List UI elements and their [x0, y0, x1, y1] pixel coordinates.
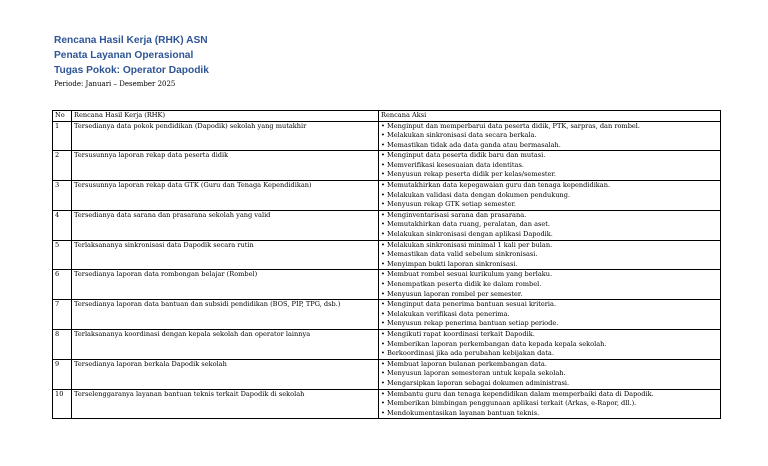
action-item: • Mendokumentasikan layanan bantuan teknis. [381, 408, 540, 417]
action-item: • Memverifikasi kesesuaian data identitas. [381, 160, 524, 169]
action-item: • Melakukan verifikasi data penerima. [381, 309, 510, 318]
table-row [53, 329, 721, 359]
rhk-cell: Terlaksananya koordinasi dengan kepala sekolah dan operator lainnya [72, 329, 379, 359]
rencana-aksi-cell [379, 270, 721, 300]
action-item: • Menempatkan peserta didik ke dalam rombel. [381, 280, 542, 288]
action-item: • Menginput data peserta didik baru dan mutasi. [381, 151, 546, 160]
action-item: • Menyimpan bukti laporan sinkronisasi. [381, 259, 518, 268]
action-item: • Menginput dan memperbarui data peserta didik, PTK, sarpras, dan rombel. [381, 121, 641, 130]
table-row [53, 121, 721, 151]
table-row [53, 151, 721, 181]
rencana-aksi-cell [379, 240, 721, 270]
rencana-aksi-cell [379, 121, 721, 151]
action-item: • Menyusun laporan semesteran untuk kepala sekolah. [381, 369, 566, 378]
action-item: • Melakukan validasi data dengan dokumen pendukung. [381, 190, 571, 199]
document-title: Rencana Hasil Kerja (RHK) ASN [54, 35, 208, 46]
action-item: • Menyusun rekap peserta didik per kelas/semester. [381, 170, 556, 179]
rencana-aksi-cell [379, 210, 721, 240]
action-item: • Melakukan sinkronisasi data secara berkala. [381, 131, 537, 140]
rencana-aksi-cell [379, 300, 721, 330]
action-item: • Menginput data penerima bantuan sesuai kriteria. [381, 300, 557, 309]
action-item: • Memberikan laporan perkembangan data kepada kepala sekolah. [381, 339, 607, 348]
row-number: 8 [53, 329, 72, 359]
rhk-cell: Tersedianya data pokok pendidikan (Dapodik) sekolah yang mutakhir [72, 121, 379, 151]
row-number: 3 [53, 181, 72, 211]
action-item: • Memutakhirkan data ruang, peralatan, dan aset. [381, 220, 551, 229]
period-text: Periode: Januari – Desember 2025 [54, 80, 176, 88]
row-number: 7 [53, 300, 72, 330]
action-item: • Memastikan tidak ada data ganda atau bermasalah. [381, 140, 561, 149]
table-row [53, 240, 721, 270]
table-row [53, 181, 721, 211]
action-item: • Melakukan sinkronisasi minimal 1 kali per bulan. [381, 240, 553, 249]
row-number: 10 [53, 389, 72, 419]
table-body [53, 121, 721, 419]
row-number: 2 [53, 151, 72, 181]
row-number: 9 [53, 359, 72, 389]
row-number: 5 [53, 240, 72, 270]
rhk-table [52, 110, 721, 419]
table-row [53, 270, 721, 300]
rencana-aksi-cell [379, 359, 721, 389]
action-item: • Memastikan data valid sebelum sinkronisasi. [381, 250, 538, 259]
action-item: • Berkoordinasi jika ada perubahan kebijakan data. [381, 349, 554, 358]
rencana-aksi-cell [379, 389, 721, 419]
table-row [53, 210, 721, 240]
rencana-aksi-cell [379, 329, 721, 359]
action-item: • Mengikuti rapat koordinasi terkait Dapodik. [381, 329, 535, 338]
action-item: • Membuat laporan bulanan perkembangan data. [381, 359, 547, 368]
rhk-cell: Tersedianya laporan berkala Dapodik sekolah [72, 359, 379, 389]
column-header-rhk: Rencana Hasil Kerja (RHK) [72, 111, 379, 122]
rhk-cell: Terselenggaranya layanan bantuan teknis terkait Dapodik di sekolah [72, 389, 379, 419]
rhk-cell: Terlaksananya sinkronisasi data Dapodik secara rutin [72, 240, 379, 270]
position-title: Penata Layanan Operasional [54, 50, 194, 61]
action-item: • Memutakhirkan data kepegawaian guru dan tenaga kependidikan. [381, 181, 611, 190]
rhk-cell: Tersusunnya laporan rekap data GTK (Guru dan Tenaga Kependidikan) [72, 181, 379, 211]
action-item: • Memberikan bimbingan penggunaan aplikasi terkait (Arkas, e-Rapor, dll.). [381, 399, 637, 408]
rhk-cell: Tersedianya data sarana dan prasarana sekolah yang valid [72, 210, 379, 240]
action-item: • Melakukan sinkronisasi dengan aplikasi Dapodik. [381, 230, 553, 239]
row-number: 4 [53, 210, 72, 240]
action-item: • Membuat rombel sesuai kurikulum yang berlaku. [381, 270, 553, 279]
column-header-aksi: Rencana Aksi [379, 111, 721, 122]
table-row [53, 389, 721, 419]
rhk-cell: Tersusunnya laporan rekap data peserta didik [72, 151, 379, 181]
table-header-row [53, 111, 721, 122]
action-item: • Membantu guru dan tenaga kependidikan dalam memperbaiki data di Dapodik. [381, 389, 654, 398]
action-item: • Menyusun rekap penerima bantuan setiap periode. [381, 319, 559, 328]
row-number: 1 [53, 121, 72, 151]
rencana-aksi-cell [379, 151, 721, 181]
rencana-aksi-cell [379, 181, 721, 211]
document-header [54, 33, 209, 89]
table-row [53, 300, 721, 330]
row-number: 6 [53, 270, 72, 300]
rhk-cell: Tersedianya laporan data rombongan belajar (Rombel) [72, 270, 379, 300]
rhk-cell: Tersedianya laporan data bantuan dan subsidi pendidikan (BOS, PIP, TPG, dsb.) [72, 300, 379, 330]
action-item: • Menyusun laporan rombel per semester. [381, 289, 523, 298]
task-title: Tugas Pokok: Operator Dapodik [54, 65, 209, 76]
action-item: • Mengarsipkan laporan sebagai dokumen administrasi. [381, 378, 570, 387]
column-header-no: No [53, 111, 72, 122]
action-item: • Menyusun rekap GTK setiap semester. [381, 200, 517, 209]
action-item: • Menginventarisasi sarana dan prasarana. [381, 210, 527, 219]
table-row [53, 359, 721, 389]
